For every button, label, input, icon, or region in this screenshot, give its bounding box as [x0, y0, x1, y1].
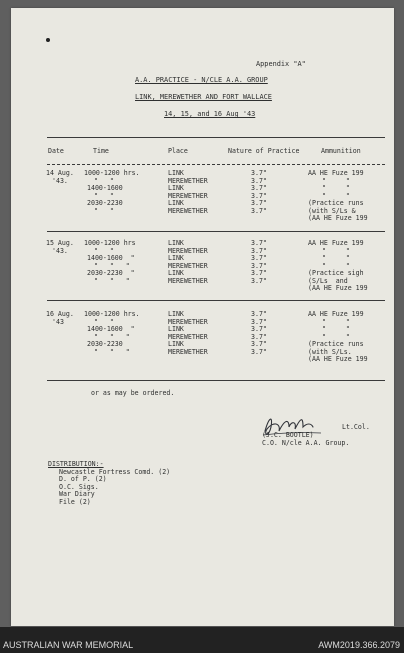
date-cell: 16 Aug. '43 [46, 310, 74, 326]
place-cell: LINK MEREWETHER LINK MEREWETHER LINK MEREWETHER [168, 310, 208, 356]
col-header-date: Date [48, 147, 64, 155]
title-line-1: A.A. PRACTICE - N/CLE A.A. GROUP [135, 76, 268, 84]
col-header-time: Time [93, 147, 109, 155]
time-cell: 1000-1200 hrs. " " 1400-1600 " " " " 2030-2230 " " " [84, 310, 140, 356]
header-top-rule [47, 137, 385, 138]
rank-text: Lt.Col. [342, 423, 370, 431]
time-cell: 1000-1200 hrs " " 1400-1600 " " " " 2030-2230 " " " " [84, 239, 136, 285]
header-bottom-rule [47, 164, 385, 165]
note-text: or as may be ordered. [91, 389, 175, 397]
block-1-rule [47, 231, 385, 232]
nature-cell: 3.7" 3.7" 3.7" 3.7" 3.7" 3.7" [251, 169, 267, 215]
title-line-3: 14, 15, and 16 Aug '43 [164, 110, 256, 118]
nature-cell: 3.7" 3.7" 3.7" 3.7" 3.7" 3.7" [251, 239, 267, 285]
date-cell: 14 Aug. '43. [46, 169, 74, 185]
footer-institution: AUSTRALIAN WAR MEMORIAL [3, 640, 134, 650]
footer-bar [0, 627, 404, 653]
signatory-title: C.O. N/cle A.A. Group. [262, 439, 350, 447]
col-header-place: Place [168, 147, 188, 155]
ammunition-cell: AA HE Fuze 199 " " " " " " (Practice sigh (S/Ls and (AA HE Fuze 199 [308, 239, 368, 292]
col-header-nature: Nature of Practice [228, 147, 300, 155]
punch-hole [46, 38, 50, 42]
document-page [11, 8, 394, 626]
col-header-ammunition: Ammunition [321, 147, 361, 155]
distribution-list: DISTRIBUTION:- Newcastle Fortress Comd. (2) D. of P. (2) O.C. Sigs. War Diary File (2) [48, 460, 171, 506]
date-cell: 15 Aug. '43. [46, 239, 74, 255]
signatory-name: (J.C. BOOTLE) [262, 431, 314, 439]
table-bottom-rule [47, 380, 385, 381]
footer-accession-number: AWM2019.366.2079 [318, 640, 400, 650]
nature-cell: 3.7" 3.7" 3.7" 3.7" 3.7" 3.7" [251, 310, 267, 356]
time-cell: 1000-1200 hrs. " " 1400-1600 " " 2030-2230 " " [84, 169, 140, 215]
place-cell: LINK MEREWETHER LINK MEREWETHER LINK MEREWETHER [168, 239, 208, 285]
ammunition-cell: AA HE Fuze 199 " " " " " " (Practice runs (with S/Ls. (AA HE Fuze 199 [308, 310, 368, 363]
distribution-label: DISTRIBUTION:- [48, 460, 104, 468]
ammunition-cell: AA HE Fuze 199 " " " " " " (Practice runs (with S/Ls & (AA HE Fuze 199 [308, 169, 368, 222]
appendix-label: Appendix "A" [256, 60, 306, 68]
title-line-2: LINK, MEREWETHER AND FORT WALLACE [135, 93, 272, 101]
block-2-rule [47, 300, 385, 301]
place-cell: LINK MEREWETHER LINK MEREWETHER LINK MEREWETHER [168, 169, 208, 215]
